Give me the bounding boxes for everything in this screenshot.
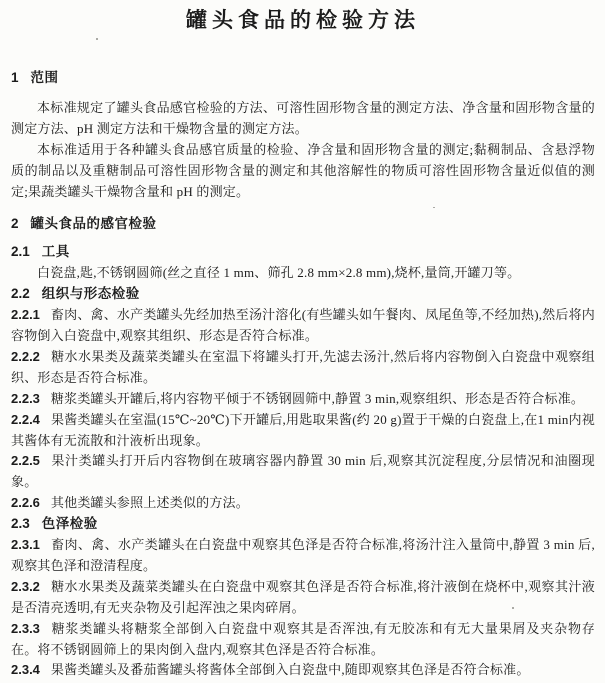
subsection-2-2-heading (11, 284, 595, 305)
section-scope (11, 68, 595, 202)
subsection-2-1-title: 工具 (41, 244, 70, 260)
clause-number: 2.2.1 (11, 307, 40, 323)
section-2-number: 2 (11, 216, 19, 232)
scan-speck (433, 207, 435, 208)
clause-number: 2.2.3 (11, 390, 40, 406)
subsection-2-1-heading (11, 242, 595, 263)
clause-2-3-3 (11, 619, 595, 661)
clause-text: 果汁类罐头打开后内容物倒在玻璃容器内静置 30 min 后,观察其沉淀程度,分层情况和油圈现象。 (11, 453, 595, 490)
clause-text: 糖浆类罐头开罐后,将内容物平倾于不锈钢圆筛中,静置 3 min,观察组织、形态是否符合标准。 (50, 390, 585, 406)
clause-2-3-1 (11, 535, 595, 577)
subsection-2-3-heading (11, 514, 595, 535)
clause-text: 糖浆类罐头将糖浆全部倒入白瓷盘中观察其是否浑浊,有无胶冻和有无大量果屑及夹杂物存在。将不锈钢圆筛上的果肉倒入盘内,观察其色泽是否符合标准。 (11, 620, 595, 657)
section-1-title: 范围 (30, 70, 59, 85)
clause-text: 畜肉、禽、水产类罐头在白瓷盘中观察其色泽是否符合标准,将汤汁注入量筒中,静置 3 min 后,观察其色泽和澄清程度。 (11, 537, 595, 573)
section-1-number: 1 (11, 70, 19, 85)
clause-2-3-4 (11, 660, 595, 681)
subsection-2-1-number: 2.1 (11, 244, 30, 260)
clause-number: 2.2.4 (11, 411, 40, 427)
clause-number: 2.2.2 (11, 348, 40, 364)
section-2-heading (11, 214, 595, 235)
clause-2-3-2 (11, 577, 595, 619)
clause-number: 2.3.2 (11, 578, 40, 594)
section-2-title: 罐头食品的感官检验 (30, 216, 157, 232)
clause-2-2-4 (11, 410, 595, 452)
clause-text: 糖水水果类及蔬菜类罐头在室温下将罐头打开,先滤去汤汁,然后将内容物倒入白瓷盘中观察组织、形态是否符合标准。 (11, 348, 595, 385)
clause-2-2-3 (11, 389, 595, 410)
subsection-2-2-number: 2.2 (11, 286, 30, 302)
clause-2-2-1 (11, 305, 595, 347)
clause-number: 2.3.3 (11, 620, 40, 636)
subsection-2-2-title: 组织与形态检验 (41, 286, 140, 302)
subsection-2-3-number: 2.3 (11, 516, 30, 532)
clause-2-2-2 (11, 347, 595, 389)
clause-text: 畜肉、禽、水产类罐头先经加热至汤汁溶化(有些罐头如午餐肉、凤尾鱼等,不经加热),然后将内容物倒入白瓷盘中,观察其组织、形态是否符合标准。 (11, 307, 595, 343)
subsection-2-3-title: 色泽检验 (41, 516, 98, 532)
scan-speck (512, 607, 514, 609)
clause-text: 果酱类罐头及番茄酱罐头将酱体全部倒入白瓷盘中,随即观察其色泽是否符合标准。 (50, 662, 530, 678)
scope-paragraph-1: 本标准规定了罐头食品感官检验的方法、可溶性固形物含量的测定方法、净含量和固形物含量的测定方法、pH 测定方法和干燥物含量的测定方法。 (11, 99, 595, 136)
clause-text: 糖水水果类及蔬菜类罐头在白瓷盘中观察其色泽是否符合标准,将汁液倒在烧杯中,观察其汁液是否清亮透明,有无夹杂物及引起浑浊之果肉碎屑。 (11, 578, 595, 615)
document-title: 罐头食品的检验方法 (186, 9, 420, 32)
clause-text: 其他类罐头参照上述类似的方法。 (50, 495, 249, 511)
clause-number: 2.3.1 (11, 537, 40, 553)
clause-text: 果酱类罐头在室温(15℃~20℃)下开罐后,用匙取果酱(约 20 g)置于干燥的白瓷盘上,在1 min内视其酱体有无流散和汁液析出现象。 (11, 411, 595, 448)
scan-speck (96, 38, 98, 40)
scope-paragraph-2: 本标准适用于各种罐头食品感官质量的检验、净含量和固形物含量的测定;黏稠制品、含悬浮物质的制品以及重糖制品可溶性固形物含量的测定和其他溶解性的物质可溶性固形物含量近似值的测定;果蔬类罐头干燥物含量和 pH 的测定。 (11, 141, 595, 199)
section-sensory-inspection (11, 214, 595, 681)
clause-number: 2.2.6 (11, 495, 40, 511)
clause-2-2-5 (11, 451, 595, 493)
clause-number: 2.2.5 (11, 453, 40, 469)
tools-paragraph: 白瓷盘,匙,不锈钢圆筛(丝之直径 1 mm、筛孔 2.8 mm×2.8 mm),烧杯,量筒,开罐刀等。 (37, 265, 521, 281)
clause-number: 2.3.4 (11, 662, 40, 678)
clause-2-2-6 (11, 493, 595, 514)
section-1-heading (11, 68, 595, 89)
